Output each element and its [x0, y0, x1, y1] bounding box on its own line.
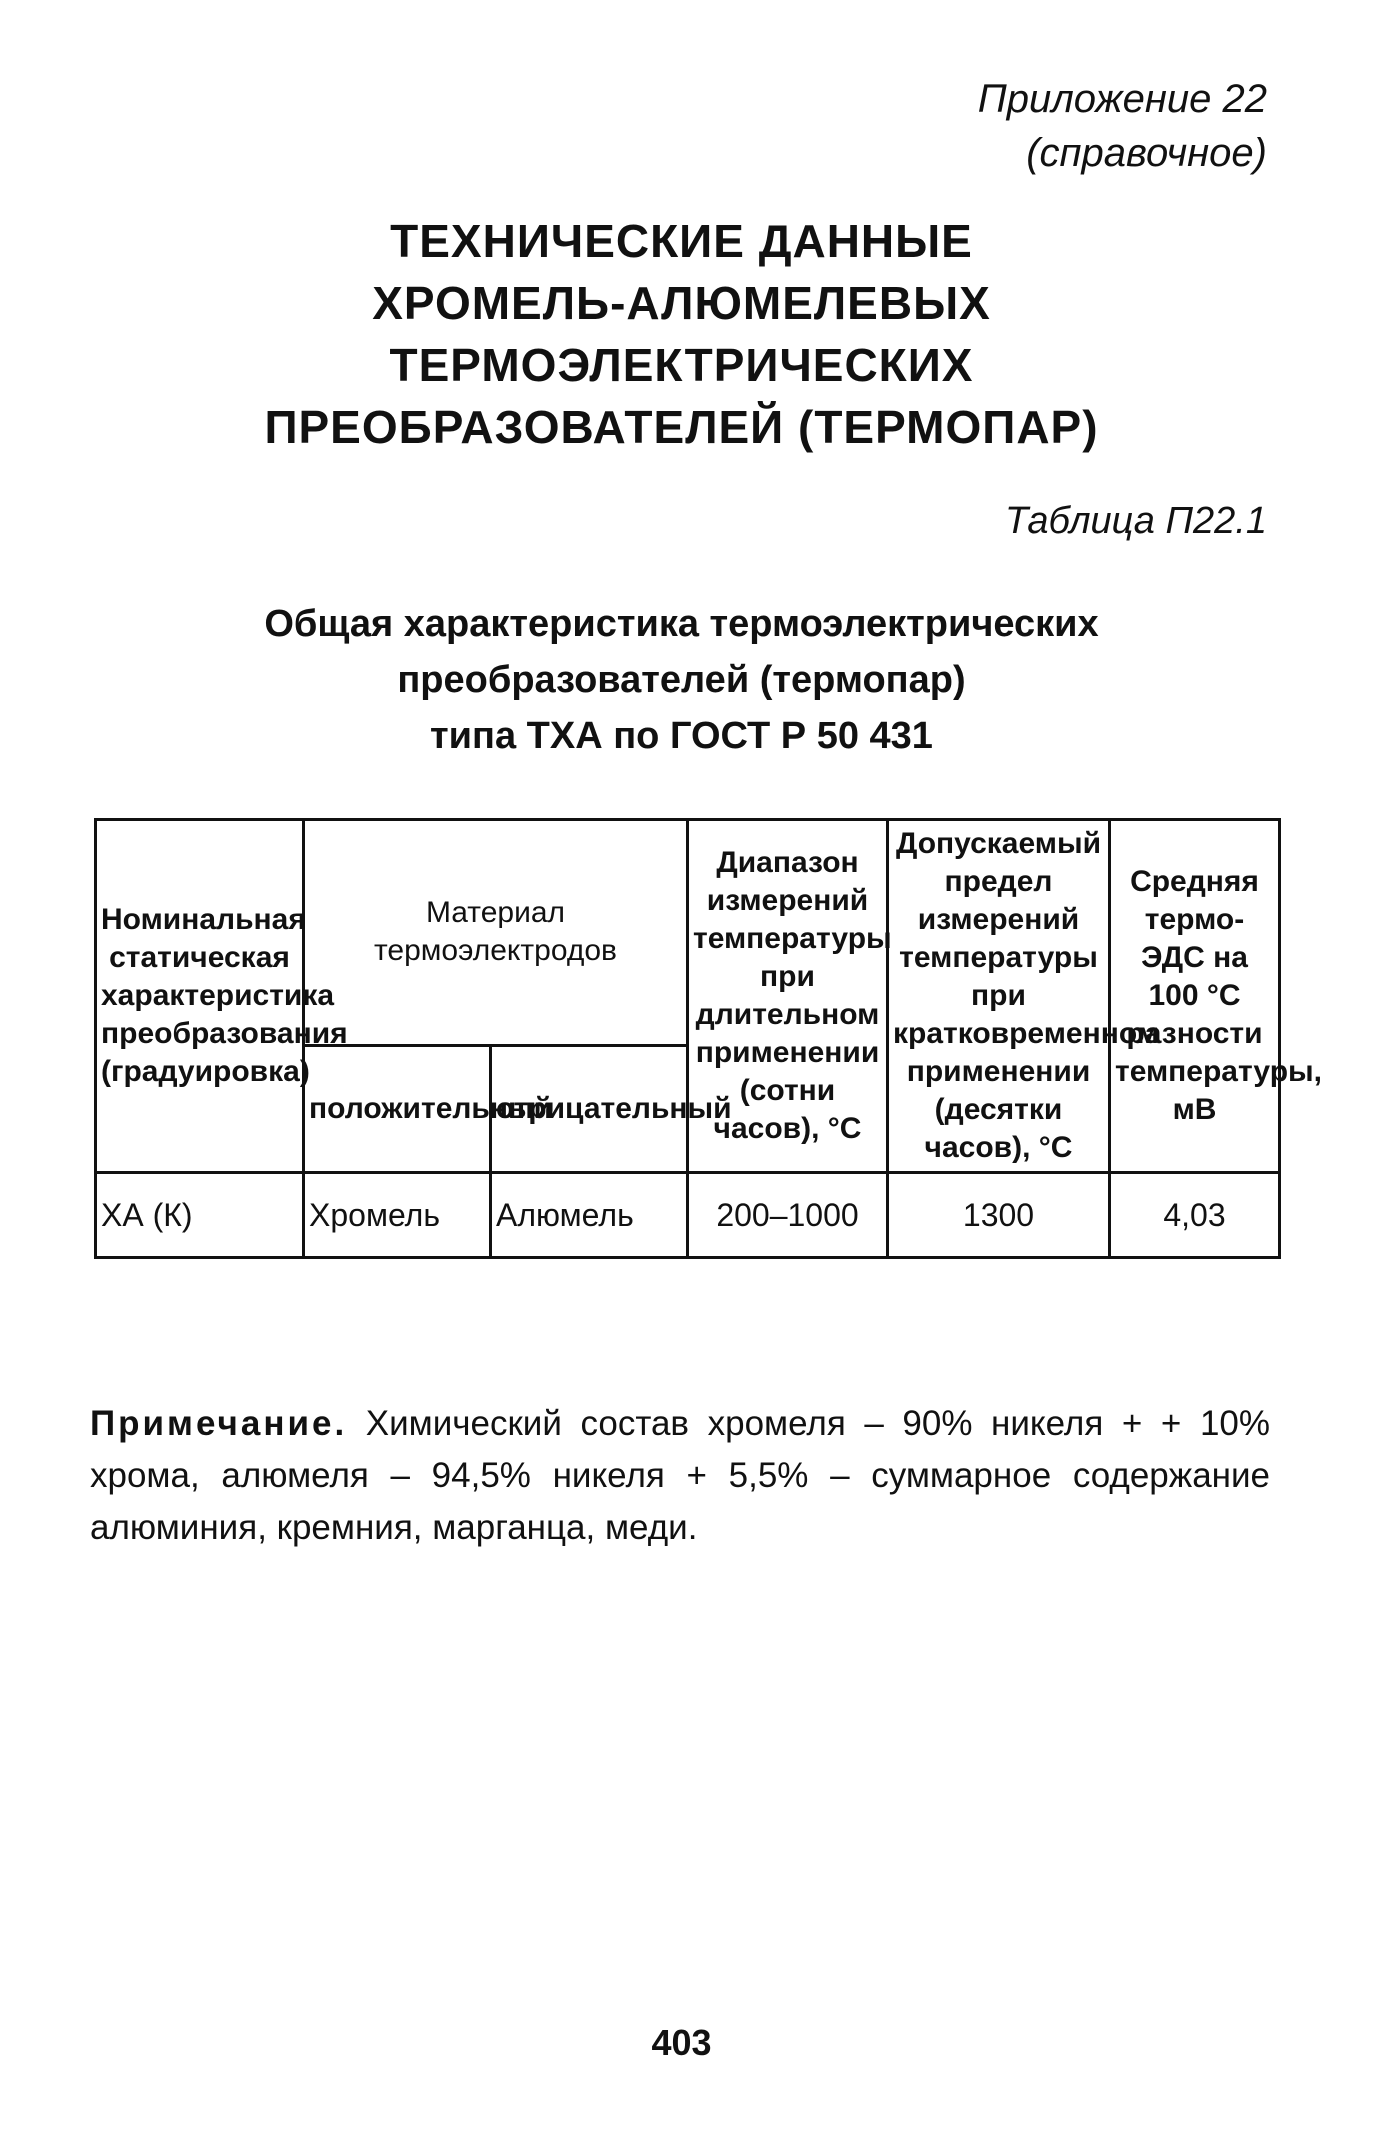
cell-negative: Алюмель	[491, 1173, 688, 1258]
header-nsh: Номинальная статическая характеристика преобразования (градуировка)	[96, 820, 304, 1173]
note-paragraph	[90, 1398, 1270, 1554]
header-limit: Допускаемый предел измерений температуры при кратковременном применении (десятки часов), °С	[888, 820, 1110, 1173]
note-label: Примечание.	[90, 1404, 348, 1443]
header-range: Диапазон измерений температуры при длительном применении (сотни часов), °С	[688, 820, 888, 1173]
table-header-row	[96, 820, 1280, 1046]
table-number: Таблица П22.1	[1005, 500, 1267, 542]
table-row	[96, 1173, 1280, 1258]
title-line-2: ХРОМЕЛЬ-АЛЮМЕЛЕВЫХ	[372, 277, 991, 329]
table-caption	[0, 596, 1363, 764]
header-emf: Средняя термо-ЭДС на 100 °С разности температуры, мВ	[1110, 820, 1280, 1173]
caption-line-2: преобразователей (термопар)	[397, 659, 966, 701]
cell-nsh: ХА (К)	[96, 1173, 304, 1258]
header-material: Материал термоэлектродов	[304, 820, 688, 1046]
appendix-type: (справочное)	[1026, 131, 1267, 175]
page-number: 403	[651, 2022, 712, 2063]
header-positive: положительный	[304, 1045, 491, 1172]
title-line-3: ТЕРМОЭЛЕКТРИЧЕСКИХ	[389, 339, 974, 391]
thermocouple-data-table	[94, 818, 1322, 1259]
cell-positive: Хромель	[304, 1173, 491, 1258]
caption-line-3: типа ТХА по ГОСТ Р 50 431	[430, 715, 933, 757]
appendix-number: Приложение 22	[977, 77, 1267, 121]
document-title	[0, 210, 1363, 458]
cell-limit: 1300	[888, 1173, 1110, 1258]
title-line-4: ПРЕОБРАЗОВАТЕЛЕЙ (ТЕРМОПАР)	[264, 401, 1099, 453]
cell-range: 200–1000	[688, 1173, 888, 1258]
note-text: Химический состав хромеля – 90% никеля + + 10% хрома, алюмеля – 94,5% никеля + 5,5% – суммарное содержание алюминия, кремния, марганца, меди.	[90, 1404, 1270, 1547]
appendix-label	[978, 72, 1267, 180]
caption-line-1: Общая характеристика термоэлектрических	[264, 603, 1099, 645]
cell-emf: 4,03	[1110, 1173, 1280, 1258]
title-line-1: ТЕХНИЧЕСКИЕ ДАННЫЕ	[390, 215, 973, 267]
header-negative: отрицательный	[491, 1045, 688, 1172]
